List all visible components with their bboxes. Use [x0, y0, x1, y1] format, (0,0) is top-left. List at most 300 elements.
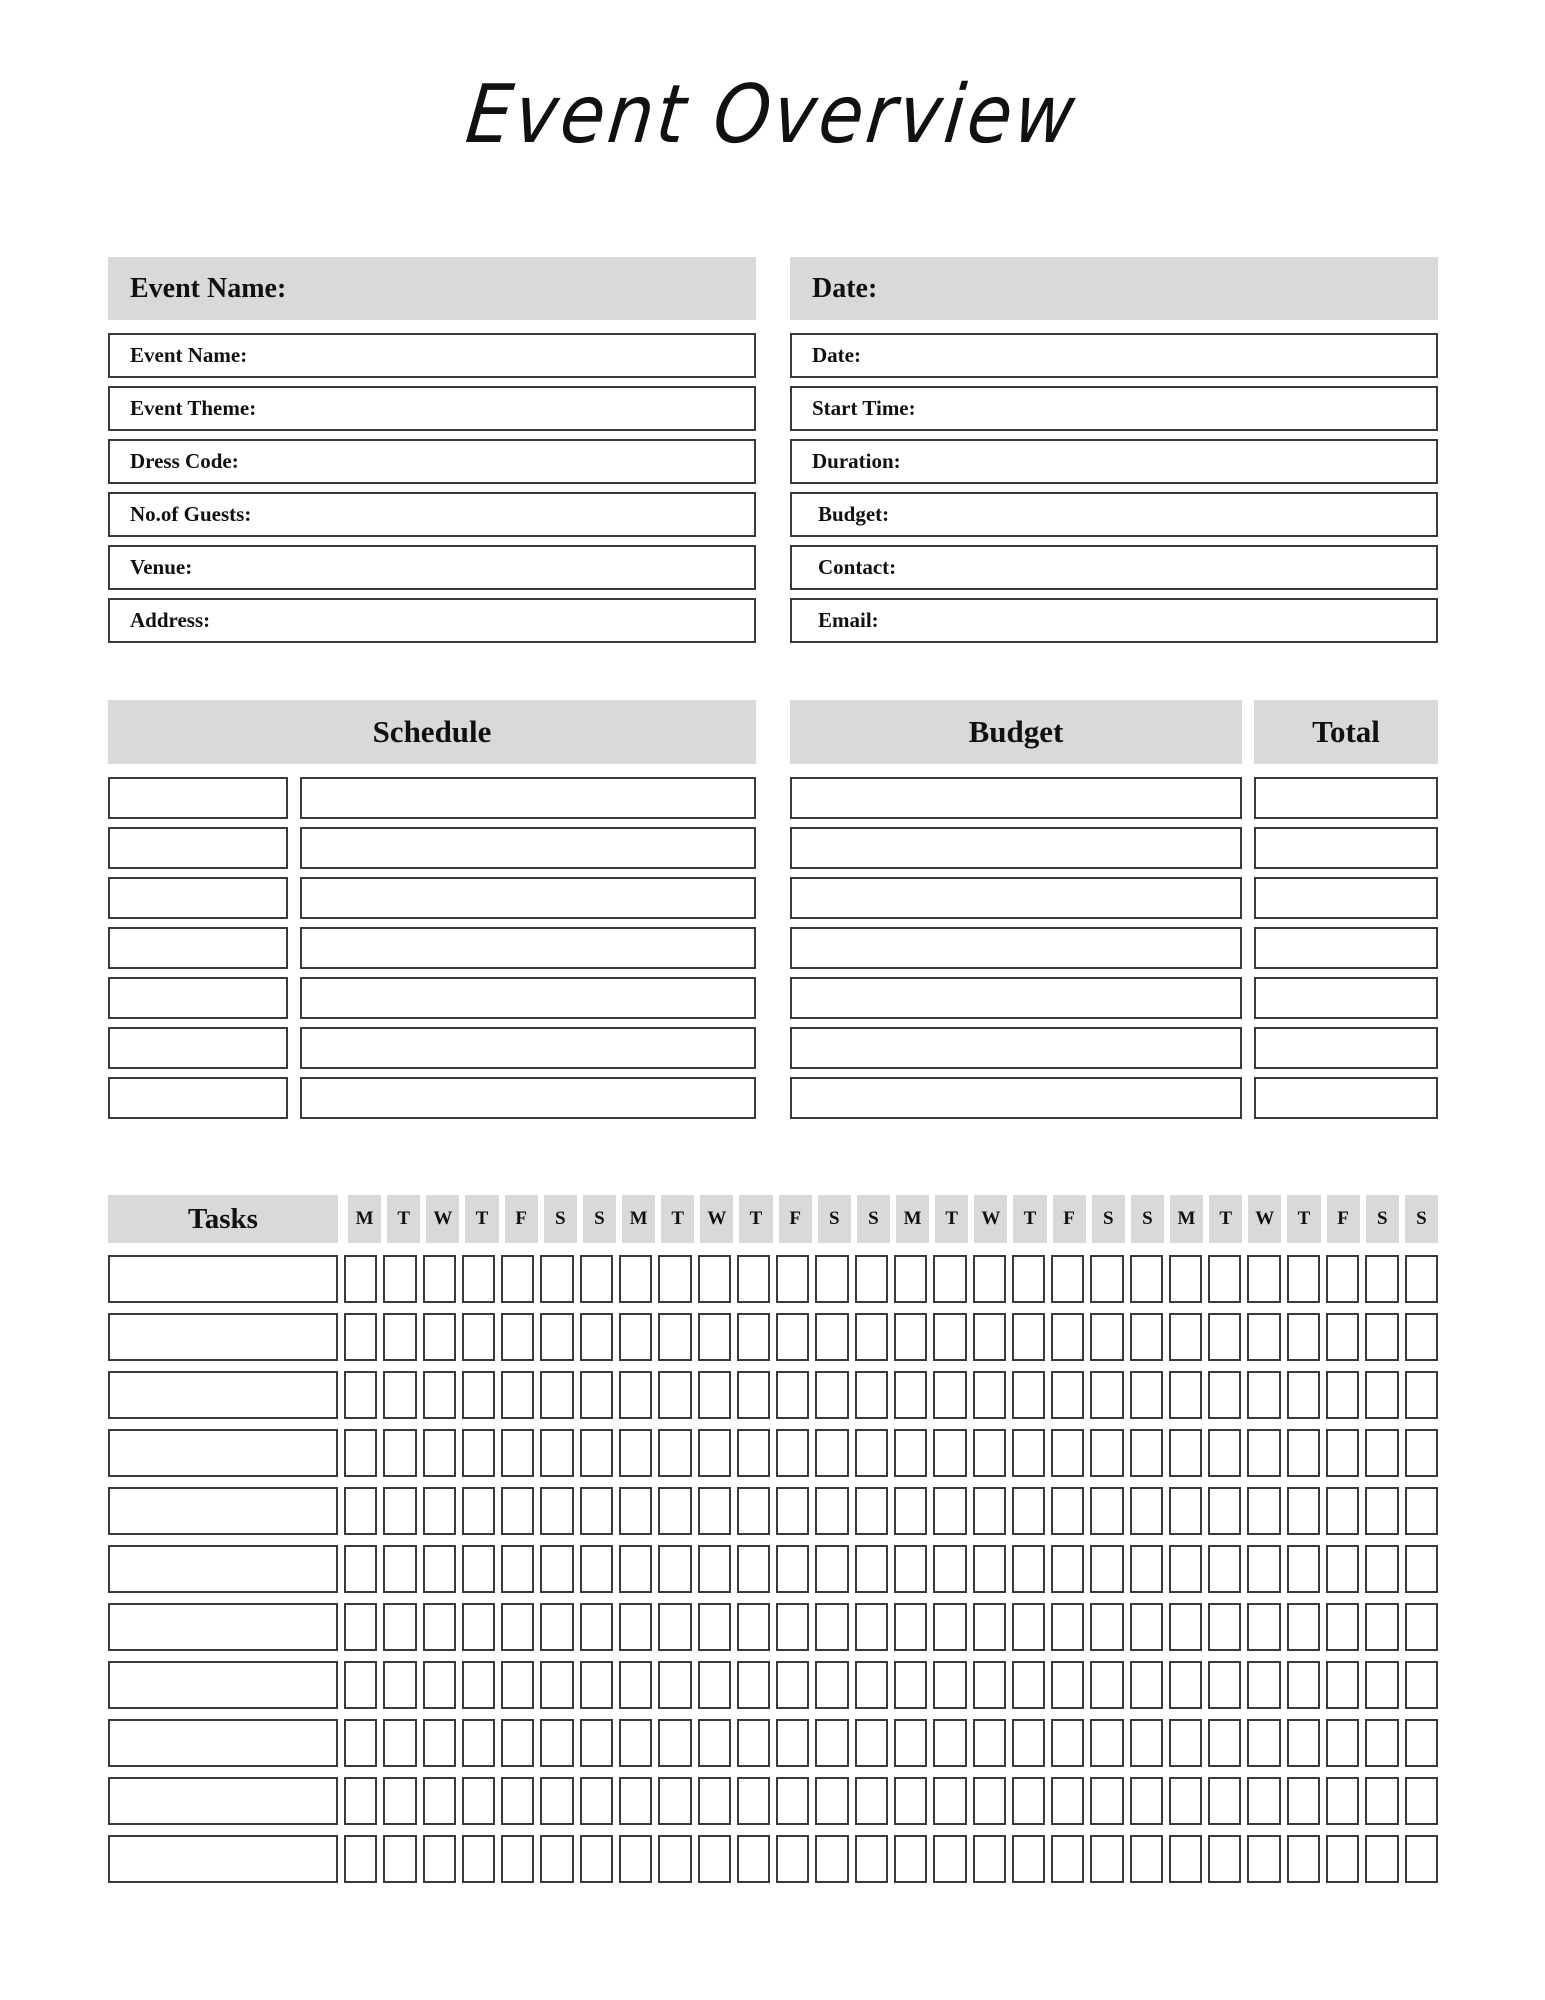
task-checkbox[interactable] — [383, 1545, 416, 1593]
task-checkbox[interactable] — [1169, 1313, 1202, 1361]
field-address[interactable]: Address: — [108, 598, 756, 643]
task-checkbox[interactable] — [973, 1603, 1006, 1651]
task-checkbox[interactable] — [540, 1487, 573, 1535]
budget-total-input[interactable] — [1254, 1077, 1438, 1119]
task-checkbox[interactable] — [1051, 1313, 1084, 1361]
task-checkbox[interactable] — [1247, 1487, 1280, 1535]
budget-item-input[interactable] — [790, 977, 1242, 1019]
task-checkbox[interactable] — [1130, 1371, 1163, 1419]
task-name-input[interactable] — [108, 1661, 338, 1709]
task-checkbox[interactable] — [1365, 1719, 1398, 1767]
task-checkbox[interactable] — [1287, 1487, 1320, 1535]
task-checkbox[interactable] — [737, 1429, 770, 1477]
task-name-input[interactable] — [108, 1777, 338, 1825]
task-checkbox[interactable] — [462, 1371, 495, 1419]
task-checkbox[interactable] — [423, 1255, 456, 1303]
task-checkbox[interactable] — [501, 1835, 534, 1883]
task-checkbox[interactable] — [1405, 1835, 1438, 1883]
task-checkbox[interactable] — [933, 1545, 966, 1593]
task-checkbox[interactable] — [1012, 1255, 1045, 1303]
task-checkbox[interactable] — [776, 1255, 809, 1303]
task-checkbox[interactable] — [540, 1603, 573, 1651]
task-checkbox[interactable] — [1365, 1255, 1398, 1303]
task-checkbox[interactable] — [1405, 1545, 1438, 1593]
task-checkbox[interactable] — [1090, 1661, 1123, 1709]
task-checkbox[interactable] — [619, 1487, 652, 1535]
task-checkbox[interactable] — [1169, 1545, 1202, 1593]
task-checkbox[interactable] — [1012, 1603, 1045, 1651]
task-checkbox[interactable] — [1326, 1313, 1359, 1361]
task-checkbox[interactable] — [1051, 1487, 1084, 1535]
budget-item-input[interactable] — [790, 777, 1242, 819]
task-checkbox[interactable] — [1051, 1661, 1084, 1709]
task-checkbox[interactable] — [1287, 1835, 1320, 1883]
task-checkbox[interactable] — [815, 1719, 848, 1767]
task-checkbox[interactable] — [1405, 1313, 1438, 1361]
task-checkbox[interactable] — [698, 1255, 731, 1303]
task-checkbox[interactable] — [1090, 1777, 1123, 1825]
task-checkbox[interactable] — [1130, 1603, 1163, 1651]
schedule-time-input[interactable] — [108, 1027, 288, 1069]
task-checkbox[interactable] — [1208, 1777, 1241, 1825]
task-checkbox[interactable] — [658, 1545, 691, 1593]
task-checkbox[interactable] — [1365, 1429, 1398, 1477]
task-name-input[interactable] — [108, 1719, 338, 1767]
task-checkbox[interactable] — [1169, 1371, 1202, 1419]
task-name-input[interactable] — [108, 1313, 338, 1361]
task-checkbox[interactable] — [1012, 1777, 1045, 1825]
task-checkbox[interactable] — [1326, 1777, 1359, 1825]
task-checkbox[interactable] — [619, 1371, 652, 1419]
task-checkbox[interactable] — [815, 1313, 848, 1361]
field-contact[interactable]: Contact: — [790, 545, 1438, 590]
task-checkbox[interactable] — [423, 1603, 456, 1651]
task-checkbox[interactable] — [698, 1777, 731, 1825]
task-checkbox[interactable] — [580, 1371, 613, 1419]
task-checkbox[interactable] — [658, 1603, 691, 1651]
task-checkbox[interactable] — [973, 1777, 1006, 1825]
task-checkbox[interactable] — [1247, 1255, 1280, 1303]
task-checkbox[interactable] — [1012, 1313, 1045, 1361]
task-checkbox[interactable] — [1208, 1719, 1241, 1767]
task-checkbox[interactable] — [1287, 1255, 1320, 1303]
task-checkbox[interactable] — [1247, 1313, 1280, 1361]
task-checkbox[interactable] — [383, 1255, 416, 1303]
task-checkbox[interactable] — [462, 1835, 495, 1883]
task-checkbox[interactable] — [737, 1255, 770, 1303]
task-checkbox[interactable] — [855, 1835, 888, 1883]
task-checkbox[interactable] — [1405, 1371, 1438, 1419]
task-checkbox[interactable] — [776, 1719, 809, 1767]
task-checkbox[interactable] — [344, 1835, 377, 1883]
task-checkbox[interactable] — [894, 1545, 927, 1593]
task-checkbox[interactable] — [776, 1487, 809, 1535]
field-event-name[interactable]: Event Name: — [108, 333, 756, 378]
task-name-input[interactable] — [108, 1603, 338, 1651]
task-checkbox[interactable] — [855, 1719, 888, 1767]
task-checkbox[interactable] — [501, 1371, 534, 1419]
task-checkbox[interactable] — [776, 1661, 809, 1709]
task-checkbox[interactable] — [894, 1719, 927, 1767]
schedule-activity-input[interactable] — [300, 777, 756, 819]
task-checkbox[interactable] — [658, 1661, 691, 1709]
task-checkbox[interactable] — [933, 1835, 966, 1883]
budget-item-input[interactable] — [790, 927, 1242, 969]
task-checkbox[interactable] — [737, 1777, 770, 1825]
task-checkbox[interactable] — [933, 1255, 966, 1303]
task-checkbox[interactable] — [1247, 1719, 1280, 1767]
task-checkbox[interactable] — [462, 1603, 495, 1651]
task-checkbox[interactable] — [658, 1255, 691, 1303]
schedule-activity-input[interactable] — [300, 977, 756, 1019]
field-event-theme[interactable]: Event Theme: — [108, 386, 756, 431]
task-checkbox[interactable] — [933, 1313, 966, 1361]
task-checkbox[interactable] — [1405, 1777, 1438, 1825]
task-checkbox[interactable] — [1287, 1777, 1320, 1825]
task-checkbox[interactable] — [1012, 1661, 1045, 1709]
task-checkbox[interactable] — [580, 1719, 613, 1767]
task-checkbox[interactable] — [1090, 1603, 1123, 1651]
task-checkbox[interactable] — [658, 1371, 691, 1419]
task-checkbox[interactable] — [1130, 1835, 1163, 1883]
task-checkbox[interactable] — [855, 1661, 888, 1709]
task-checkbox[interactable] — [580, 1661, 613, 1709]
schedule-activity-input[interactable] — [300, 1077, 756, 1119]
schedule-time-input[interactable] — [108, 1077, 288, 1119]
task-checkbox[interactable] — [1208, 1429, 1241, 1477]
task-checkbox[interactable] — [619, 1603, 652, 1651]
field-no-of-guests[interactable]: No.of Guests: — [108, 492, 756, 537]
task-checkbox[interactable] — [1326, 1545, 1359, 1593]
field-dress-code[interactable]: Dress Code: — [108, 439, 756, 484]
task-name-input[interactable] — [108, 1255, 338, 1303]
task-checkbox[interactable] — [1247, 1661, 1280, 1709]
task-checkbox[interactable] — [815, 1371, 848, 1419]
task-checkbox[interactable] — [698, 1371, 731, 1419]
task-checkbox[interactable] — [776, 1371, 809, 1419]
task-checkbox[interactable] — [423, 1835, 456, 1883]
task-checkbox[interactable] — [1169, 1661, 1202, 1709]
task-checkbox[interactable] — [737, 1719, 770, 1767]
task-checkbox[interactable] — [501, 1429, 534, 1477]
task-checkbox[interactable] — [1405, 1661, 1438, 1709]
task-checkbox[interactable] — [815, 1603, 848, 1651]
task-checkbox[interactable] — [1169, 1777, 1202, 1825]
task-checkbox[interactable] — [501, 1487, 534, 1535]
task-checkbox[interactable] — [344, 1487, 377, 1535]
task-checkbox[interactable] — [973, 1371, 1006, 1419]
task-checkbox[interactable] — [855, 1545, 888, 1593]
task-checkbox[interactable] — [1012, 1545, 1045, 1593]
task-checkbox[interactable] — [933, 1429, 966, 1477]
task-checkbox[interactable] — [1326, 1371, 1359, 1419]
task-checkbox[interactable] — [1326, 1719, 1359, 1767]
task-checkbox[interactable] — [1247, 1777, 1280, 1825]
task-checkbox[interactable] — [1247, 1429, 1280, 1477]
task-checkbox[interactable] — [344, 1719, 377, 1767]
task-checkbox[interactable] — [815, 1429, 848, 1477]
budget-total-input[interactable] — [1254, 927, 1438, 969]
task-checkbox[interactable] — [383, 1603, 416, 1651]
task-checkbox[interactable] — [501, 1777, 534, 1825]
task-checkbox[interactable] — [973, 1313, 1006, 1361]
task-checkbox[interactable] — [776, 1545, 809, 1593]
task-checkbox[interactable] — [540, 1255, 573, 1303]
task-checkbox[interactable] — [344, 1313, 377, 1361]
task-checkbox[interactable] — [1051, 1545, 1084, 1593]
task-checkbox[interactable] — [1051, 1777, 1084, 1825]
task-checkbox[interactable] — [501, 1313, 534, 1361]
task-checkbox[interactable] — [658, 1719, 691, 1767]
task-checkbox[interactable] — [344, 1777, 377, 1825]
task-checkbox[interactable] — [619, 1429, 652, 1477]
budget-item-input[interactable] — [790, 827, 1242, 869]
task-checkbox[interactable] — [383, 1661, 416, 1709]
task-checkbox[interactable] — [1405, 1255, 1438, 1303]
task-checkbox[interactable] — [737, 1661, 770, 1709]
task-checkbox[interactable] — [737, 1603, 770, 1651]
task-checkbox[interactable] — [1169, 1255, 1202, 1303]
task-checkbox[interactable] — [1208, 1255, 1241, 1303]
task-checkbox[interactable] — [658, 1429, 691, 1477]
task-checkbox[interactable] — [619, 1777, 652, 1825]
task-checkbox[interactable] — [1365, 1487, 1398, 1535]
task-checkbox[interactable] — [540, 1545, 573, 1593]
task-checkbox[interactable] — [698, 1719, 731, 1767]
task-checkbox[interactable] — [1365, 1313, 1398, 1361]
task-checkbox[interactable] — [619, 1255, 652, 1303]
task-checkbox[interactable] — [580, 1255, 613, 1303]
task-checkbox[interactable] — [383, 1835, 416, 1883]
task-checkbox[interactable] — [423, 1661, 456, 1709]
task-checkbox[interactable] — [698, 1545, 731, 1593]
task-checkbox[interactable] — [580, 1603, 613, 1651]
task-checkbox[interactable] — [776, 1603, 809, 1651]
task-checkbox[interactable] — [894, 1603, 927, 1651]
task-checkbox[interactable] — [540, 1429, 573, 1477]
task-checkbox[interactable] — [383, 1487, 416, 1535]
task-checkbox[interactable] — [1365, 1371, 1398, 1419]
task-checkbox[interactable] — [737, 1313, 770, 1361]
task-checkbox[interactable] — [540, 1313, 573, 1361]
task-checkbox[interactable] — [1130, 1777, 1163, 1825]
task-checkbox[interactable] — [1130, 1661, 1163, 1709]
task-checkbox[interactable] — [1208, 1661, 1241, 1709]
task-checkbox[interactable] — [1051, 1835, 1084, 1883]
task-checkbox[interactable] — [580, 1429, 613, 1477]
budget-item-input[interactable] — [790, 1027, 1242, 1069]
task-checkbox[interactable] — [894, 1777, 927, 1825]
schedule-activity-input[interactable] — [300, 877, 756, 919]
task-checkbox[interactable] — [1130, 1487, 1163, 1535]
task-checkbox[interactable] — [1208, 1313, 1241, 1361]
task-checkbox[interactable] — [973, 1661, 1006, 1709]
task-checkbox[interactable] — [658, 1487, 691, 1535]
task-checkbox[interactable] — [1051, 1255, 1084, 1303]
budget-total-input[interactable] — [1254, 877, 1438, 919]
task-checkbox[interactable] — [1405, 1429, 1438, 1477]
task-checkbox[interactable] — [383, 1371, 416, 1419]
budget-item-input[interactable] — [790, 1077, 1242, 1119]
task-checkbox[interactable] — [1405, 1487, 1438, 1535]
task-checkbox[interactable] — [1169, 1603, 1202, 1651]
field-start-time[interactable]: Start Time: — [790, 386, 1438, 431]
task-checkbox[interactable] — [1169, 1835, 1202, 1883]
task-checkbox[interactable] — [815, 1835, 848, 1883]
task-checkbox[interactable] — [1051, 1429, 1084, 1477]
task-checkbox[interactable] — [540, 1835, 573, 1883]
task-checkbox[interactable] — [973, 1429, 1006, 1477]
task-checkbox[interactable] — [423, 1719, 456, 1767]
task-checkbox[interactable] — [1365, 1835, 1398, 1883]
task-checkbox[interactable] — [501, 1603, 534, 1651]
task-checkbox[interactable] — [1326, 1661, 1359, 1709]
field-venue[interactable]: Venue: — [108, 545, 756, 590]
task-checkbox[interactable] — [737, 1835, 770, 1883]
task-checkbox[interactable] — [933, 1487, 966, 1535]
task-checkbox[interactable] — [1287, 1603, 1320, 1651]
budget-total-input[interactable] — [1254, 1027, 1438, 1069]
schedule-time-input[interactable] — [108, 827, 288, 869]
task-checkbox[interactable] — [698, 1603, 731, 1651]
task-checkbox[interactable] — [737, 1487, 770, 1535]
task-checkbox[interactable] — [344, 1371, 377, 1419]
task-checkbox[interactable] — [894, 1255, 927, 1303]
task-checkbox[interactable] — [933, 1371, 966, 1419]
task-checkbox[interactable] — [1247, 1835, 1280, 1883]
task-checkbox[interactable] — [973, 1835, 1006, 1883]
task-checkbox[interactable] — [423, 1313, 456, 1361]
task-checkbox[interactable] — [1130, 1429, 1163, 1477]
task-checkbox[interactable] — [698, 1661, 731, 1709]
budget-total-input[interactable] — [1254, 977, 1438, 1019]
task-checkbox[interactable] — [540, 1777, 573, 1825]
task-checkbox[interactable] — [1090, 1545, 1123, 1593]
schedule-activity-input[interactable] — [300, 1027, 756, 1069]
task-checkbox[interactable] — [619, 1661, 652, 1709]
task-checkbox[interactable] — [1090, 1429, 1123, 1477]
task-checkbox[interactable] — [933, 1719, 966, 1767]
task-checkbox[interactable] — [1012, 1371, 1045, 1419]
task-checkbox[interactable] — [540, 1661, 573, 1709]
task-checkbox[interactable] — [855, 1603, 888, 1651]
task-checkbox[interactable] — [1247, 1545, 1280, 1593]
task-checkbox[interactable] — [1326, 1603, 1359, 1651]
task-checkbox[interactable] — [344, 1545, 377, 1593]
task-checkbox[interactable] — [501, 1545, 534, 1593]
task-checkbox[interactable] — [1051, 1371, 1084, 1419]
schedule-time-input[interactable] — [108, 927, 288, 969]
task-checkbox[interactable] — [1012, 1719, 1045, 1767]
task-name-input[interactable] — [108, 1429, 338, 1477]
task-checkbox[interactable] — [344, 1255, 377, 1303]
task-checkbox[interactable] — [855, 1487, 888, 1535]
task-checkbox[interactable] — [462, 1313, 495, 1361]
task-checkbox[interactable] — [933, 1777, 966, 1825]
task-checkbox[interactable] — [1090, 1255, 1123, 1303]
task-checkbox[interactable] — [1287, 1719, 1320, 1767]
task-checkbox[interactable] — [1405, 1603, 1438, 1651]
task-checkbox[interactable] — [423, 1371, 456, 1419]
task-checkbox[interactable] — [462, 1487, 495, 1535]
task-checkbox[interactable] — [1130, 1545, 1163, 1593]
task-checkbox[interactable] — [501, 1661, 534, 1709]
task-checkbox[interactable] — [855, 1777, 888, 1825]
task-checkbox[interactable] — [423, 1429, 456, 1477]
task-checkbox[interactable] — [815, 1545, 848, 1593]
task-checkbox[interactable] — [1208, 1487, 1241, 1535]
task-name-input[interactable] — [108, 1487, 338, 1535]
task-checkbox[interactable] — [1287, 1371, 1320, 1419]
task-checkbox[interactable] — [1247, 1603, 1280, 1651]
task-checkbox[interactable] — [462, 1777, 495, 1825]
task-checkbox[interactable] — [1051, 1603, 1084, 1651]
task-checkbox[interactable] — [1405, 1719, 1438, 1767]
task-checkbox[interactable] — [580, 1487, 613, 1535]
task-checkbox[interactable] — [462, 1429, 495, 1477]
task-checkbox[interactable] — [894, 1313, 927, 1361]
task-checkbox[interactable] — [1208, 1545, 1241, 1593]
task-checkbox[interactable] — [1090, 1487, 1123, 1535]
schedule-time-input[interactable] — [108, 777, 288, 819]
budget-total-input[interactable] — [1254, 777, 1438, 819]
task-checkbox[interactable] — [462, 1719, 495, 1767]
task-checkbox[interactable] — [855, 1371, 888, 1419]
task-checkbox[interactable] — [698, 1487, 731, 1535]
task-name-input[interactable] — [108, 1545, 338, 1593]
task-checkbox[interactable] — [501, 1719, 534, 1767]
task-checkbox[interactable] — [1169, 1719, 1202, 1767]
task-checkbox[interactable] — [1247, 1371, 1280, 1419]
field-email[interactable]: Email: — [790, 598, 1438, 643]
task-checkbox[interactable] — [501, 1255, 534, 1303]
task-checkbox[interactable] — [462, 1661, 495, 1709]
task-checkbox[interactable] — [1208, 1371, 1241, 1419]
task-checkbox[interactable] — [344, 1603, 377, 1651]
task-checkbox[interactable] — [1287, 1661, 1320, 1709]
task-checkbox[interactable] — [894, 1487, 927, 1535]
task-checkbox[interactable] — [855, 1313, 888, 1361]
task-checkbox[interactable] — [1365, 1603, 1398, 1651]
task-checkbox[interactable] — [423, 1777, 456, 1825]
task-checkbox[interactable] — [894, 1429, 927, 1477]
task-checkbox[interactable] — [1208, 1603, 1241, 1651]
schedule-time-input[interactable] — [108, 977, 288, 1019]
field-budget[interactable]: Budget: — [790, 492, 1438, 537]
task-checkbox[interactable] — [344, 1429, 377, 1477]
task-checkbox[interactable] — [1365, 1545, 1398, 1593]
task-checkbox[interactable] — [1169, 1429, 1202, 1477]
task-checkbox[interactable] — [383, 1313, 416, 1361]
task-checkbox[interactable] — [973, 1545, 1006, 1593]
field-duration[interactable]: Duration: — [790, 439, 1438, 484]
task-checkbox[interactable] — [619, 1545, 652, 1593]
task-checkbox[interactable] — [973, 1487, 1006, 1535]
budget-item-input[interactable] — [790, 877, 1242, 919]
task-checkbox[interactable] — [580, 1777, 613, 1825]
task-checkbox[interactable] — [1365, 1777, 1398, 1825]
task-checkbox[interactable] — [1208, 1835, 1241, 1883]
task-checkbox[interactable] — [462, 1545, 495, 1593]
task-checkbox[interactable] — [383, 1719, 416, 1767]
task-checkbox[interactable] — [540, 1719, 573, 1767]
task-checkbox[interactable] — [973, 1719, 1006, 1767]
task-checkbox[interactable] — [1287, 1313, 1320, 1361]
task-checkbox[interactable] — [1012, 1487, 1045, 1535]
task-checkbox[interactable] — [619, 1835, 652, 1883]
task-checkbox[interactable] — [933, 1661, 966, 1709]
task-checkbox[interactable] — [815, 1255, 848, 1303]
